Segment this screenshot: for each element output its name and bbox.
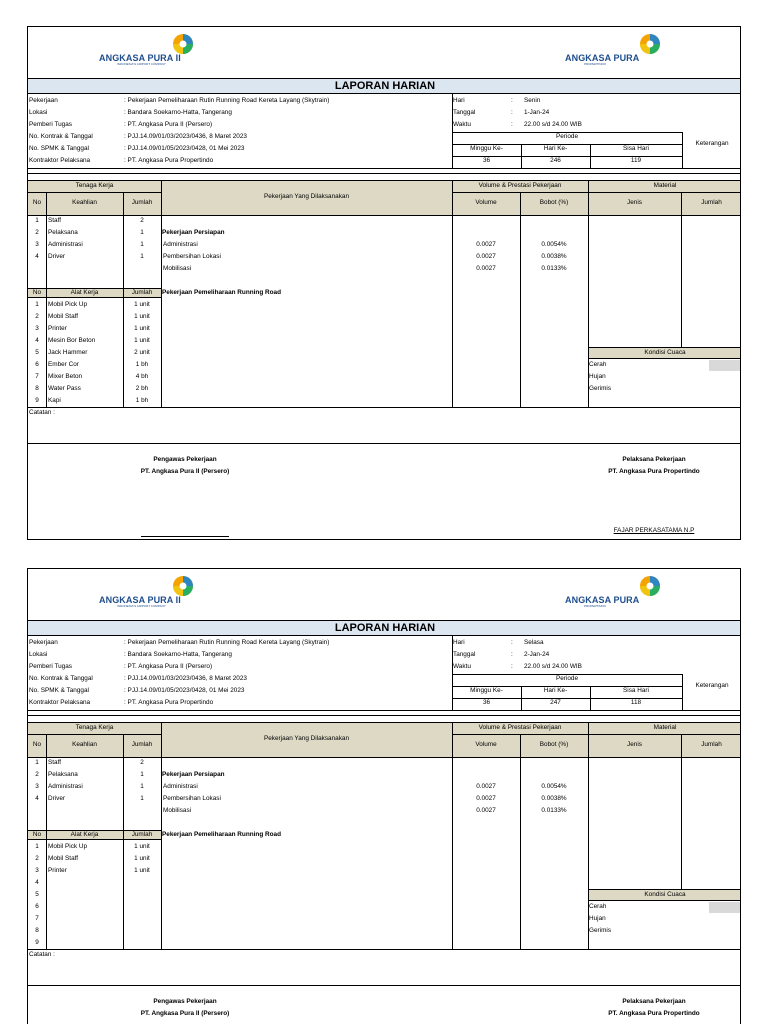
tool-name: Mesin Bor Beton xyxy=(48,337,96,344)
info-value: : Bandara Soekarno-Hatta, Tangerang xyxy=(124,109,232,116)
worker-qty: 1 xyxy=(140,241,144,248)
work-item-name: Mobilisasi xyxy=(163,265,192,272)
info-label: Pekerjaan xyxy=(29,639,58,646)
volume-prestasi-header: Volume & Prestasi Pekerjaan xyxy=(478,724,562,731)
worker-no: 4 xyxy=(35,795,39,802)
worker-no: 3 xyxy=(35,241,39,248)
pengawas-org: PT. Angkasa Pura II (Persero) xyxy=(140,1010,230,1017)
info-label: Pemberi Tugas xyxy=(29,121,72,128)
jenis-header: Jenis xyxy=(627,741,642,748)
periode-col-sisa: Sisa Hari xyxy=(623,145,649,152)
tool-qty: 4 bh xyxy=(135,373,149,380)
worker-no: 4 xyxy=(35,253,39,260)
catatan-label: Catatan : xyxy=(29,409,55,416)
worker-no: 2 xyxy=(35,771,39,778)
tool-name: Kapi xyxy=(48,397,61,404)
volume-prestasi-header: Volume & Prestasi Pekerjaan xyxy=(478,182,562,189)
worker-no: 2 xyxy=(35,229,39,236)
tool-no: 7 xyxy=(35,373,39,380)
info-right-colon: : xyxy=(511,663,513,670)
info-value: : Pekerjaan Pemeliharaan Rutin Running Road Kereta Layang (Skytrain) xyxy=(124,639,330,646)
info-right-colon: : xyxy=(511,97,513,104)
info-label: No. Kontrak & Tanggal xyxy=(29,675,93,682)
worker-qty: 1 xyxy=(140,783,144,790)
pengawas-org: PT. Angkasa Pura II (Persero) xyxy=(140,468,230,475)
day-value: Senin xyxy=(524,97,541,104)
kondisi-cuaca-header: Kondisi Cuaca xyxy=(644,349,686,356)
info-right-label: Tanggal xyxy=(453,109,476,116)
tool-qty: 1 unit xyxy=(134,325,150,332)
logo-right-subtitle: PROPERTINDO xyxy=(584,62,606,66)
tool-no: 8 xyxy=(35,385,39,392)
logo-right-subtitle: PROPERTINDO xyxy=(584,604,606,608)
work-item-bobot: 0.0133% xyxy=(541,807,567,814)
tool-qty: 1 unit xyxy=(134,313,150,320)
info-label: Kontraktor Pelaksana xyxy=(29,157,91,164)
work-item-name: Mobilisasi xyxy=(163,807,192,814)
worker-no: 1 xyxy=(35,217,39,224)
worker-no: 1 xyxy=(35,759,39,766)
info-value: : Bandara Soekarno-Hatta, Tangerang xyxy=(124,651,232,658)
tool-name: Jack Hammer xyxy=(48,349,88,356)
time-value: 22.00 s/d 24.00 WIB xyxy=(524,663,582,670)
tool-no: 7 xyxy=(35,915,39,922)
alat-jumlah-header: Jumlah xyxy=(131,831,153,838)
pengawas-title: Pengawas Pekerjaan xyxy=(153,456,217,463)
catatan-label: Catatan : xyxy=(29,951,55,958)
logo-left-subtitle: INDONESIA'S AIRPORT COMPANY xyxy=(117,62,166,66)
pengawas-title: Pengawas Pekerjaan xyxy=(153,998,217,1005)
logo-left-name: ANGKASA PURA II xyxy=(99,53,181,63)
info-label: Pekerjaan xyxy=(29,97,58,104)
tool-qty: 1 unit xyxy=(134,301,150,308)
alat-kerja-header: Alat Kerja xyxy=(70,831,99,838)
report-title: LAPORAN HARIAN xyxy=(334,80,436,92)
tool-qty: 2 unit xyxy=(134,349,150,356)
tool-no: 5 xyxy=(35,349,39,356)
weather-option: Gerimis xyxy=(589,385,612,392)
weather-option: Hujan xyxy=(589,373,606,380)
tool-qty: 1 unit xyxy=(134,843,150,850)
info-label: Kontraktor Pelaksana xyxy=(29,699,91,706)
kondisi-cuaca-header: Kondisi Cuaca xyxy=(644,891,686,898)
bobot-header: Bobot (%) xyxy=(539,741,569,748)
volume-header: Volume xyxy=(475,741,497,748)
tool-qty: 2 bh xyxy=(135,385,149,392)
periode-col-sisa: Sisa Hari xyxy=(623,687,649,694)
weather-option: Gerimis xyxy=(589,927,612,934)
info-right-label: Waktu xyxy=(453,121,471,128)
tool-name: Water Pass xyxy=(48,385,81,392)
pelaksana-org: PT. Angkasa Pura Propertindo xyxy=(608,468,700,475)
work-item-name: Pembersihan Lokasi xyxy=(163,253,221,260)
no-header: No xyxy=(32,741,42,748)
worker-name: Staff xyxy=(48,217,62,224)
pelaksana-title: Pelaksana Pekerjaan xyxy=(622,998,686,1005)
weather-cerah-fill xyxy=(709,360,741,371)
day-value: Selasa xyxy=(524,639,544,646)
daily-report-page-2 xyxy=(27,568,741,1024)
material-header: Material xyxy=(653,724,677,731)
date-value: 2-Jan-24 xyxy=(524,651,550,658)
tool-name: Ember Cor xyxy=(48,361,79,368)
logo-right-name: ANGKASA PURA xyxy=(565,595,640,605)
work-item-volume: 0.0027 xyxy=(476,795,496,802)
tool-no: 2 xyxy=(35,855,39,862)
work-item-name: Administrasi xyxy=(163,241,198,248)
periode-label: Periode xyxy=(555,133,579,140)
alat-kerja-header: Alat Kerja xyxy=(70,289,99,296)
alat-no-header: No xyxy=(32,289,42,296)
tenaga-kerja-header: Tenaga Kerja xyxy=(75,182,114,189)
time-value: 22.00 s/d 24.00 WIB xyxy=(524,121,582,128)
worker-name: Administrasi xyxy=(48,783,83,790)
pengawas-signature-line xyxy=(141,536,229,537)
tool-name: Mobil Staff xyxy=(48,855,79,862)
work-item-volume: 0.0027 xyxy=(476,265,496,272)
worker-name: Driver xyxy=(48,253,66,260)
worker-qty: 2 xyxy=(140,759,144,766)
tool-qty: 1 unit xyxy=(134,867,150,874)
work-item-name: Administrasi xyxy=(163,783,198,790)
tool-no: 9 xyxy=(35,397,39,404)
weather-cerah-fill xyxy=(709,902,741,913)
info-value: : PJJ.14.09/01/03/2023/0436, 8 Maret 2023 xyxy=(124,675,247,682)
info-label: Lokasi xyxy=(29,109,48,116)
tool-no: 8 xyxy=(35,927,39,934)
tool-no: 1 xyxy=(35,843,39,850)
angkasa-pura-ii-emblem-icon xyxy=(172,575,194,597)
periode-col-minggu: Minggu Ke- xyxy=(470,145,503,152)
minggu-value: 36 xyxy=(482,699,491,706)
worker-qty: 1 xyxy=(140,229,144,236)
hari-ke-value: 246 xyxy=(550,157,561,164)
tool-qty: 1 unit xyxy=(134,855,150,862)
worker-name: Administrasi xyxy=(48,241,83,248)
work-item-volume: 0.0027 xyxy=(476,783,496,790)
info-label: No. SPMK & Tanggal xyxy=(29,145,89,152)
work-item-bobot: 0.0054% xyxy=(541,783,567,790)
work-section-persiapan: Pekerjaan Persiapan xyxy=(162,229,225,236)
work-header: Pekerjaan Yang Dilaksanakan xyxy=(263,735,350,742)
tool-name: Mobil Staff xyxy=(48,313,79,320)
work-section-running-road: Pekerjaan Pemeliharaan Running Road xyxy=(162,289,281,296)
worker-name: Driver xyxy=(48,795,66,802)
work-item-bobot: 0.0038% xyxy=(541,795,567,802)
material-header: Material xyxy=(653,182,677,189)
sisa-hari-value: 119 xyxy=(630,157,642,164)
periode-col-minggu: Minggu Ke- xyxy=(470,687,503,694)
worker-name: Pelaksana xyxy=(48,229,78,236)
tool-name: Mobil Pick Up xyxy=(48,843,88,850)
angkasa-pura-propertindo-emblem-icon xyxy=(639,575,661,597)
work-header: Pekerjaan Yang Dilaksanakan xyxy=(263,193,350,200)
hari-ke-value: 247 xyxy=(550,699,561,706)
tool-no: 5 xyxy=(35,891,39,898)
info-right-colon: : xyxy=(511,651,513,658)
info-value: : PJJ.14.09/01/05/2023/0428, 01 Mei 2023 xyxy=(124,687,245,694)
tool-no: 6 xyxy=(35,361,39,368)
tool-name: Mobil Pick Up xyxy=(48,301,88,308)
logo-left-name: ANGKASA PURA II xyxy=(99,595,181,605)
info-right-label: Hari xyxy=(453,97,465,104)
alat-no-header: No xyxy=(32,831,42,838)
material-jumlah-header: Jumlah xyxy=(701,199,722,206)
info-label: Pemberi Tugas xyxy=(29,663,72,670)
keahlian-header: Keahlian xyxy=(72,199,97,206)
keterangan-label: Keterangan xyxy=(695,140,729,147)
tool-name: Printer xyxy=(48,867,67,874)
minggu-value: 36 xyxy=(482,157,491,164)
jenis-header: Jenis xyxy=(627,199,642,206)
info-value: : PT. Angkasa Pura II (Persero) xyxy=(124,121,213,128)
info-value: : PT. Angkasa Pura II (Persero) xyxy=(124,663,213,670)
info-value: : PT. Angkasa Pura Propertindo xyxy=(124,157,214,164)
work-item-name: Pembersihan Lokasi xyxy=(163,795,221,802)
info-right-colon: : xyxy=(511,639,513,646)
tool-no: 4 xyxy=(35,879,39,886)
logo-right-name: ANGKASA PURA xyxy=(565,53,640,63)
keahlian-header: Keahlian xyxy=(72,741,97,748)
jumlah-header: Jumlah xyxy=(131,741,153,748)
sisa-hari-value: 118 xyxy=(630,699,642,706)
work-section-persiapan: Pekerjaan Persiapan xyxy=(162,771,225,778)
tool-no: 3 xyxy=(35,867,39,874)
worker-name: Staff xyxy=(48,759,62,766)
info-value: : PJJ.14.09/01/05/2023/0428, 01 Mei 2023 xyxy=(124,145,245,152)
no-header: No xyxy=(32,199,42,206)
info-label: No. SPMK & Tanggal xyxy=(29,687,89,694)
tool-no: 9 xyxy=(35,939,39,946)
work-item-bobot: 0.0038% xyxy=(541,253,567,260)
worker-qty: 2 xyxy=(140,217,144,224)
date-value: 1-Jan-24 xyxy=(524,109,550,116)
info-label: Lokasi xyxy=(29,651,48,658)
angkasa-pura-propertindo-emblem-icon xyxy=(639,33,661,55)
worker-qty: 1 xyxy=(140,771,144,778)
info-right-label: Waktu xyxy=(453,663,471,670)
info-value: : PT. Angkasa Pura Propertindo xyxy=(124,699,214,706)
angkasa-pura-ii-emblem-icon xyxy=(172,33,194,55)
info-value: : Pekerjaan Pemeliharaan Rutin Running Road Kereta Layang (Skytrain) xyxy=(124,97,330,104)
periode-col-hari: Hari Ke- xyxy=(543,687,568,694)
tool-name: Printer xyxy=(48,325,67,332)
worker-no: 3 xyxy=(35,783,39,790)
logo-left-subtitle: INDONESIA'S AIRPORT COMPANY xyxy=(117,604,166,608)
tool-name: Mixer Beton xyxy=(48,373,83,380)
tool-qty: 1 bh xyxy=(135,361,149,368)
info-right-colon: : xyxy=(511,121,513,128)
info-right-colon: : xyxy=(511,109,513,116)
work-item-volume: 0.0027 xyxy=(476,241,496,248)
worker-qty: 1 xyxy=(140,795,144,802)
volume-header: Volume xyxy=(475,199,497,206)
periode-label: Periode xyxy=(555,675,579,682)
worker-name: Pelaksana xyxy=(48,771,78,778)
tool-no: 2 xyxy=(35,313,39,320)
tenaga-kerja-header: Tenaga Kerja xyxy=(75,724,114,731)
tool-no: 3 xyxy=(35,325,39,332)
pelaksana-signer-name: FAJAR PERKASATAMA N.P xyxy=(613,527,695,534)
material-jumlah-header: Jumlah xyxy=(701,741,722,748)
tool-no: 4 xyxy=(35,337,39,344)
work-item-volume: 0.0027 xyxy=(476,253,496,260)
info-right-label: Tanggal xyxy=(453,651,476,658)
tool-qty: 1 bh xyxy=(135,397,149,404)
work-item-bobot: 0.0054% xyxy=(541,241,567,248)
pelaksana-title: Pelaksana Pekerjaan xyxy=(622,456,686,463)
alat-jumlah-header: Jumlah xyxy=(131,289,153,296)
worker-qty: 1 xyxy=(140,253,144,260)
report-title: LAPORAN HARIAN xyxy=(334,622,436,634)
keterangan-label: Keterangan xyxy=(695,682,729,689)
tool-qty: 1 unit xyxy=(134,337,150,344)
weather-option: Cerah xyxy=(589,903,607,910)
tool-no: 6 xyxy=(35,903,39,910)
work-section-running-road: Pekerjaan Pemeliharaan Running Road xyxy=(162,831,281,838)
periode-col-hari: Hari Ke- xyxy=(543,145,568,152)
info-right-label: Hari xyxy=(453,639,465,646)
work-item-volume: 0.0027 xyxy=(476,807,496,814)
jumlah-header: Jumlah xyxy=(131,199,153,206)
tool-no: 1 xyxy=(35,301,39,308)
weather-option: Cerah xyxy=(589,361,607,368)
bobot-header: Bobot (%) xyxy=(539,199,569,206)
weather-option: Hujan xyxy=(589,915,606,922)
work-item-bobot: 0.0133% xyxy=(541,265,567,272)
info-value: : PJJ.14.09/01/03/2023/0436, 8 Maret 2023 xyxy=(124,133,247,140)
info-label: No. Kontrak & Tanggal xyxy=(29,133,93,140)
daily-report-page-1 xyxy=(27,26,741,540)
pelaksana-org: PT. Angkasa Pura Propertindo xyxy=(608,1010,700,1017)
